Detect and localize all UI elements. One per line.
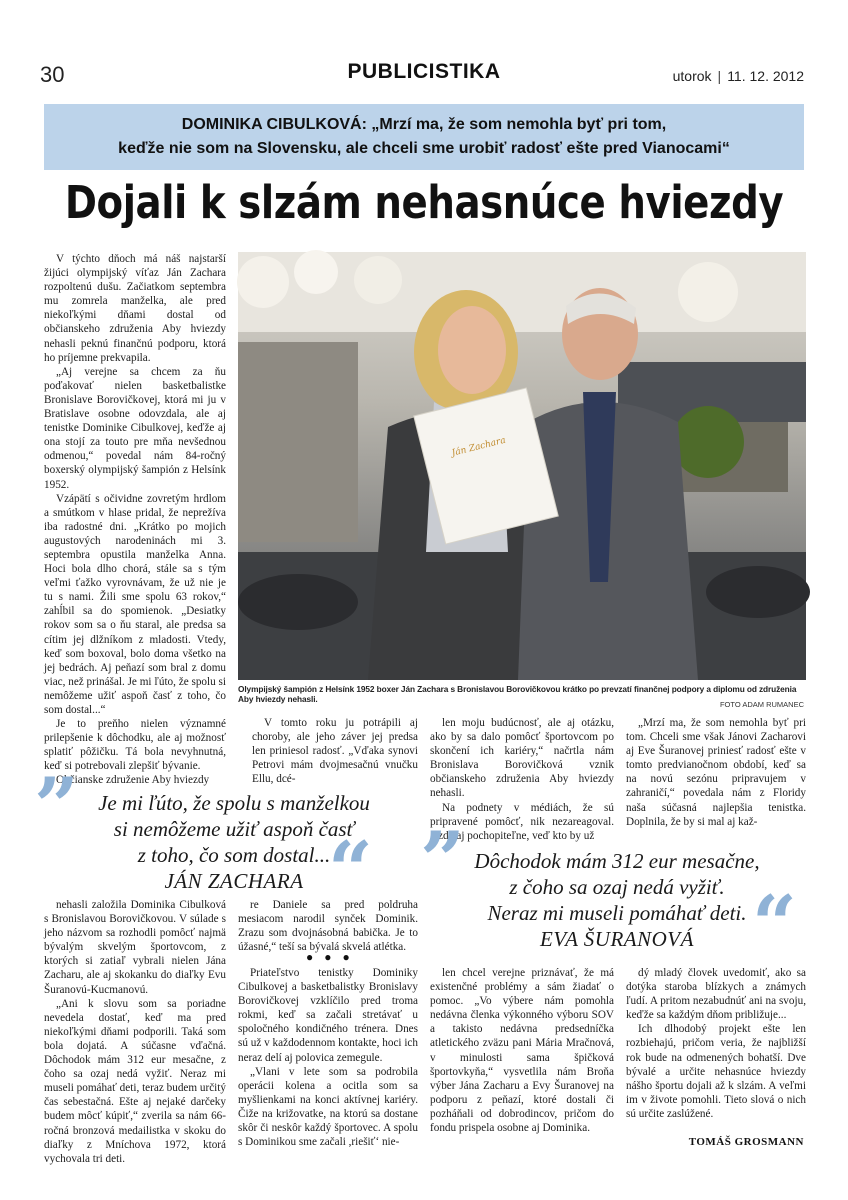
section-separator: ● ● ●	[306, 950, 354, 964]
photo-caption: Olympijský šampión z Helsínk 1952 boxer Ján Zachara s Bronislavou Borovičkovou krátko po prevzatí finančnej podpory a diplomu od združenia Aby hviezdy nehasli.	[238, 684, 797, 704]
author-signature: TOMÁŠ GROSMANN	[688, 1136, 804, 1148]
quote-2-open-mark: ”	[420, 815, 465, 906]
article-paragraph: nehasli založila Dominika Cibulková s Bronislavou Borovičkovou. V súlade s jeho názvom sa rozhodli pomôcť najmä bývalým skvelým športovcom, z ktorých si zatiaľ vybrali nielen Jána Zacharu, ale aj skokanku do diaľky Evu Šuranovú-Kucmanovú.	[44, 899, 226, 996]
page-number: 30	[40, 62, 65, 87]
pull-quote-1-line-1: Je mi ľúto, že spolu s manželkou	[98, 791, 370, 815]
article-paragraph: Je to preňho nielen významné prilepšenie k dôchodku, ale aj možnosť splatiť pôžičku. Tá bola nevyhnutná, keď si potrebovali zlepšiť bývanie.	[44, 718, 226, 773]
article-paragraph: „Mrzí ma, že som nemohla byť pri tom. Chceli sme však Jánovi Zacharovi aj Eve Šuranovej priniesť radosť ešte v tomto predvianočnom období, keď sa na novú sezónu pripravujem v zahraničí,“ povedala nám z Floridy naša súčasná najlepšia tenistka. Doplnila, že by si mal aj kaž-	[626, 717, 806, 828]
issue-date	[673, 68, 804, 84]
pull-quote-1-line-3: z toho, čo som dostal...	[137, 843, 331, 867]
pull-quote-2-line-3: Neraz mi museli pomáhať deti.	[487, 901, 747, 925]
article-paragraph: Na podnety v médiách, že sú pripravené pomôcť, nik nezareagoval. Azda aj pochopiteľne, veď kto by už	[430, 801, 614, 842]
article-headline: Dojali k slzám nehasnúce hviezdy	[64, 176, 784, 229]
date-separator: |	[717, 68, 722, 84]
article-column-2-bottom-a	[238, 898, 418, 958]
article-paragraph: Priateľstvo tenistky Dominiky Cibulkovej a basketbalistky Bronislavy Borovičkovej vzklíčilo pred troma rokmi, keď sa začali stretávať u spoločného kondičného trénera. Dnes sú už v každodennom kontakte, hoci ich neraz delí aj polovica zemegule.	[238, 967, 418, 1064]
article-paragraph: len chcel verejne priznávať, že má existenčné problémy a sám žiadať o pomoc. „Vo výbere nám pomohla nedávna členka výkonného výboru SOV a takisto nedávna predsedníčka atletického zväzu pani Mária Mračnová, v minulosti sama špičková športovkyňa,“ vysvetlila nám Broňa výber Jána Zacharu a Evy Šuranovej na podporu z peňazí, ktoré dostali či pozháňali od dobrodincov, pričom do fondu prispela osobne aj Dominika.	[430, 967, 614, 1135]
article-column-3-bottom	[430, 966, 614, 1156]
article-paragraph: len moju budúcnosť, ale aj otázku, ako by sa dalo pomôcť športovcom po skončení ich kariéry,“ načrtla nám Bronislava Borovičková vznik občianskeho združenia Aby hviezdy nehasli.	[430, 717, 614, 800]
diploma-text: Ján Zachara	[450, 435, 507, 459]
issue-day: utorok	[672, 68, 712, 84]
article-column-1-bottom	[44, 898, 226, 1165]
article-paragraph: „Vlani v lete som sa podrobila operácii kolena a ocitla som sa myšlienkami na konci aktívnej kariéry. Čiže na križovatke, na ktorú sa dostane skôr či neskôr každý športovec. A spolu s Dominikou sme začali ,riešiť‘ nie-	[238, 1065, 418, 1149]
pull-quote-2-line-1: Dôchodok mám 312 eur mesačne,	[474, 849, 760, 873]
kicker-banner	[44, 104, 804, 170]
article-photo	[238, 252, 806, 680]
pull-quote-suranova	[452, 848, 782, 952]
pull-quote-2-author: EVA ŠURANOVÁ	[540, 927, 694, 951]
issue-date-value: 11. 12. 2012	[727, 68, 804, 84]
article-paragraph: V týchto dňoch má náš najstarší žijúci olympijský víťaz Ján Zachara rozpoltenú dušu. Začiatkom septembra mu zomrela manželka, ale pred niekoľkými dňami dostal od občianskeho združenia Aby hviezdy nehasli peknú finančnú podporu, ktorá ho príjemne prekvapila.	[44, 253, 226, 364]
article-column-4-bottom	[626, 966, 806, 1136]
article-column-2-top	[252, 716, 418, 786]
article-paragraph: V tomto roku ju potrápili aj choroby, ale jeho záver jej predsa len priniesol radosť. „Vďaka synovi Petrovi mám dvojmesačnú vnučku Ellu, dcé-	[252, 717, 418, 786]
article-paragraph: Občianske združenie Aby hviezdy	[56, 774, 210, 787]
photo-illustration	[238, 252, 806, 680]
article-column-1-top	[44, 252, 226, 787]
quote-2-close-mark: “	[752, 879, 797, 970]
kicker-line-1: DOMINIKA CIBULKOVÁ: „Mrzí ma, že som nemohla byť pri tom,	[181, 116, 667, 133]
article-paragraph: re Daniele sa pred poldruha mesiacom narodil synček Dominik. Zrazu som dvojnásobná babička. Je to úžasné,“ teší sa bývalá skvelá atlétka.	[238, 899, 418, 954]
quote-1-close-mark: “	[328, 825, 373, 916]
pull-quote-1-line-2: si nemôžeme užiť aspoň časť	[113, 817, 355, 841]
section-title: PUBLICISTIKA	[347, 60, 501, 83]
pull-quote-1-author: JÁN ZACHARA	[164, 869, 304, 893]
photo-credit: FOTO ADAM RUMANEC	[719, 700, 804, 709]
article-paragraph: „Aj verejne sa chcem za ňu poďakovať nielen basketbalistke Bronislave Borovičkovej, ktorá mi ju v Bratislave osobne odovzdala, ale aj tenistke Dominike Cibulkovej, keďže aj ona stojí za touto pre mňa nevšednou odmenou,“ povedal nám 84-ročný boxerský olympijský šampión z Helsínk 1952.	[44, 365, 226, 491]
kicker-line-2: keďže nie som na Slovensku, ale chceli sme urobiť radosť ešte pred Vianocami“	[118, 140, 730, 157]
article-paragraph: dý mladý človek uvedomiť, ako sa dotýka staroba blízkych a známych ľudí. A pritom nezabudnúť ani na svoju, keďže sa každým dňom približuje...	[626, 967, 806, 1022]
quote-1-open-mark: ”	[34, 761, 79, 852]
article-paragraph: „Ani k slovu som sa poriadne nevedela dostať, keď ma pred niekoľkými dňami podporili. Taká som bola dojatá. A súčasne vďačná. Dôchodok mám 312 eur mesačne, z čoho sa ozaj nedá vyžiť. Neraz mi museli pomáhať deti, teraz budem určitý čas sebestačná. Ešte aj nejaké darčeky budem môcť kúpiť,“ zverila sa nám 66-ročná bronzová medailistka v skoku do diaľky z Mníchova 1972, ktorá vychovala tri deti.	[44, 997, 226, 1165]
article-paragraph: Vzápätí s očividne zovretým hrdlom a smútkom v hlase pridal, že neprežíva iba radostné dni. „Krátko po mojich augustových narodeninách mi 3. septembra opustila manželka Anna. Hoci bola dlho chorá, stále sa s tým veľmi ťažko vyrovnávam, že už nie je tu s nami. Žili sme spolu 63 rokov,“ zahĺbil sa do spomienok. „Desiatky rokov som sa o ňu staral, ale predsa sa cítim jej dlžníkom z mladosti. Vtedy, keď som boxoval, bolo doma všetko na jej bedrách. Aj peňazí som bral z domu viac, než prinášal. Je mi ľúto, že spolu si nemôžeme užiť aspoň časť z toho, čo som dostal...“	[44, 492, 226, 716]
article-column-2-bottom-b	[238, 966, 418, 1156]
article-paragraph: Ich dlhodobý projekt ešte len rozbiehajú, pričom veria, že najbližší rok bude na odmenených bohatší. Dve bývalé a určite nehasnúce hviezdy nášho športu dojali až k slzám. A veľmi im v živote pomohli. Tieto slová o nich sú určite zaslúžené.	[626, 1023, 806, 1120]
pull-quote-2-line-2: z čoho sa ozaj nedá vyžiť.	[509, 875, 725, 899]
article-column-4-top	[626, 716, 806, 836]
